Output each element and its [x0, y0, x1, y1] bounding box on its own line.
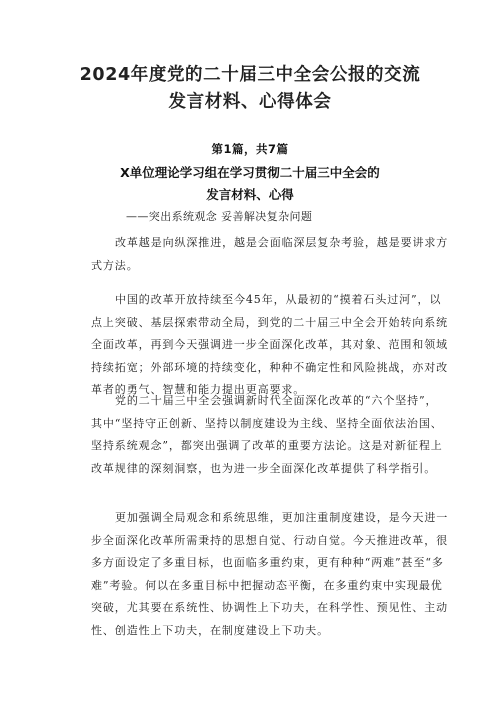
paragraph-1 [91, 232, 449, 277]
byline: ——突出系统观念 妥善解决复杂问题 [126, 210, 313, 223]
paragraph-line: 更加强调全局观念和系统思维，更加注重制度建设，是今天进一 [115, 511, 449, 524]
paragraph-line: 持续拓宽；外部环境的持续变化，种种不确定性和风险挑战，亦对改 [91, 360, 448, 374]
paragraph-3 [91, 390, 443, 480]
paragraph-line: 点上突破、基层探索带动全局，到党的二十届三中全会开始转向系统 [91, 315, 448, 329]
paragraph-line: 其中“坚持守正创新、坚持以制度建设为主线、坚持全面依法治国、 [91, 416, 443, 430]
paragraph-line: 难”考验。何以在多重目标中把握动态平衡，在多重约束中实现最优 [91, 578, 443, 592]
paragraph-line: 步全面深化改革所需秉持的思想自觉、行动自觉。今天推进改革，很 [91, 533, 448, 547]
subtitle-line-2: 发言材料、心得 [206, 187, 294, 202]
paragraph-line: 中国的改革开放持续至今45年，从最初的“摸着石头过河”，以 [115, 293, 442, 306]
paragraph-line: 改革越是向纵深推进，越是会面临深层复杂考验，越是要讲求方 [115, 236, 449, 249]
paragraph-line: 改革规律的深刻洞察，也为进一步全面深化改革提供了科学指引。 [91, 461, 437, 475]
paragraph-line: 性、创造性上下功夫，在制度建设上下功夫。 [91, 623, 329, 637]
document-title-line-1: 2024年度党的二十届三中全会公报的交流 [79, 65, 421, 85]
subtitle-line-1: X单位理论学习组在学习贯彻二十届三中全会的 [120, 165, 380, 180]
part-label: 第1篇，共7篇 [211, 142, 289, 156]
paragraph-line: 革者的勇气、智慧和能力提出更高要求。 [91, 383, 306, 397]
paragraph-line: 党的二十届三中全会强调新时代全面深化改革的“六个坚持”， [115, 394, 438, 407]
paragraph-line: 突破，尤其要在系统性、协调性上下功夫，在科学性、预见性、主动 [91, 601, 448, 615]
paragraph-line: 坚持系统观念”，都突出强调了改革的重要方法论。这是对新征程上 [91, 439, 443, 453]
paragraph-4 [91, 507, 449, 643]
paragraph-line: 多方面设定了多重目标，也面临多重约束，更有种种“两难”甚至“多 [91, 556, 444, 570]
paragraph-line: 全面改革，再到今天强调进一步全面深化改革，其对象、范围和领域 [91, 338, 448, 352]
document-title-line-2: 发言材料、心得体会 [168, 92, 332, 112]
paragraph-2 [91, 289, 448, 402]
paragraph-line: 式方法。 [91, 258, 139, 272]
